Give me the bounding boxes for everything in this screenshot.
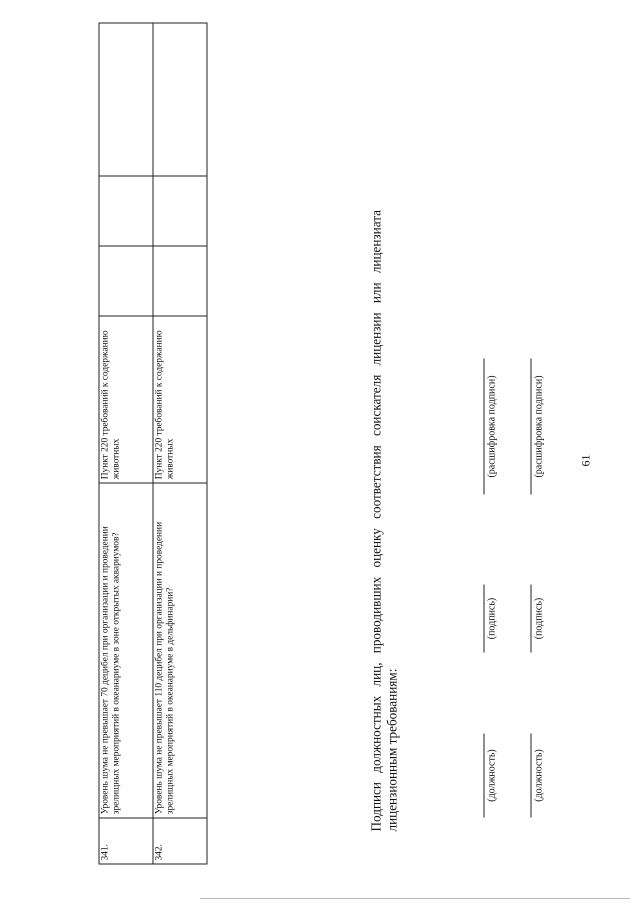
row-number: 342. (153, 818, 207, 864)
row-cell-5 (153, 176, 207, 246)
row-cell-6 (153, 23, 207, 176)
position-line (484, 734, 485, 818)
position-caption: (должность) (533, 749, 545, 802)
row-cell-4 (153, 246, 207, 316)
rotated-page-content (1, 0, 640, 905)
row-reference: Пункт 220 требований к содержанию животных (153, 316, 207, 483)
decoding-line (531, 359, 532, 495)
decoding-caption: (расшифровка подписи) (533, 375, 545, 478)
position-caption: (должность) (486, 749, 498, 802)
signature-caption: (подпись) (486, 597, 498, 640)
row-cell-6 (99, 23, 153, 176)
signatures-heading (369, 20, 401, 832)
row-cell-5 (99, 176, 153, 246)
row-question: Уровень шума не превышает 110 децибел при организации и проведении зрелищных мероприятий в океанариуме в дельфинарии? (153, 483, 207, 818)
row-number: 341. (99, 818, 153, 864)
position-line (531, 734, 532, 818)
row-reference: Пункт 220 требований к содержанию животных (99, 316, 153, 483)
page-number: 61 (578, 454, 593, 467)
signatures-heading-line-2: лицензионным требованиям: (384, 668, 400, 832)
table-row (153, 23, 207, 864)
table-row (99, 23, 153, 864)
signature-caption: (подпись) (533, 597, 545, 640)
signature-line (484, 585, 485, 653)
decoding-caption: (расшифровка подписи) (486, 375, 498, 478)
row-question: Уровень шума не превышает 70 децибел при организации и проведении зрелищных мероприятий в океанариуме в зоне открытых аквариумов? (99, 483, 153, 818)
row-cell-4 (99, 246, 153, 316)
signature-line (531, 585, 532, 653)
requirements-table (99, 23, 208, 865)
signatures-heading-line-1: Подписи должностных лиц, проводивших оценку соответствия соискателя лицензии или лицензиата (368, 210, 384, 832)
decoding-line (484, 359, 485, 495)
